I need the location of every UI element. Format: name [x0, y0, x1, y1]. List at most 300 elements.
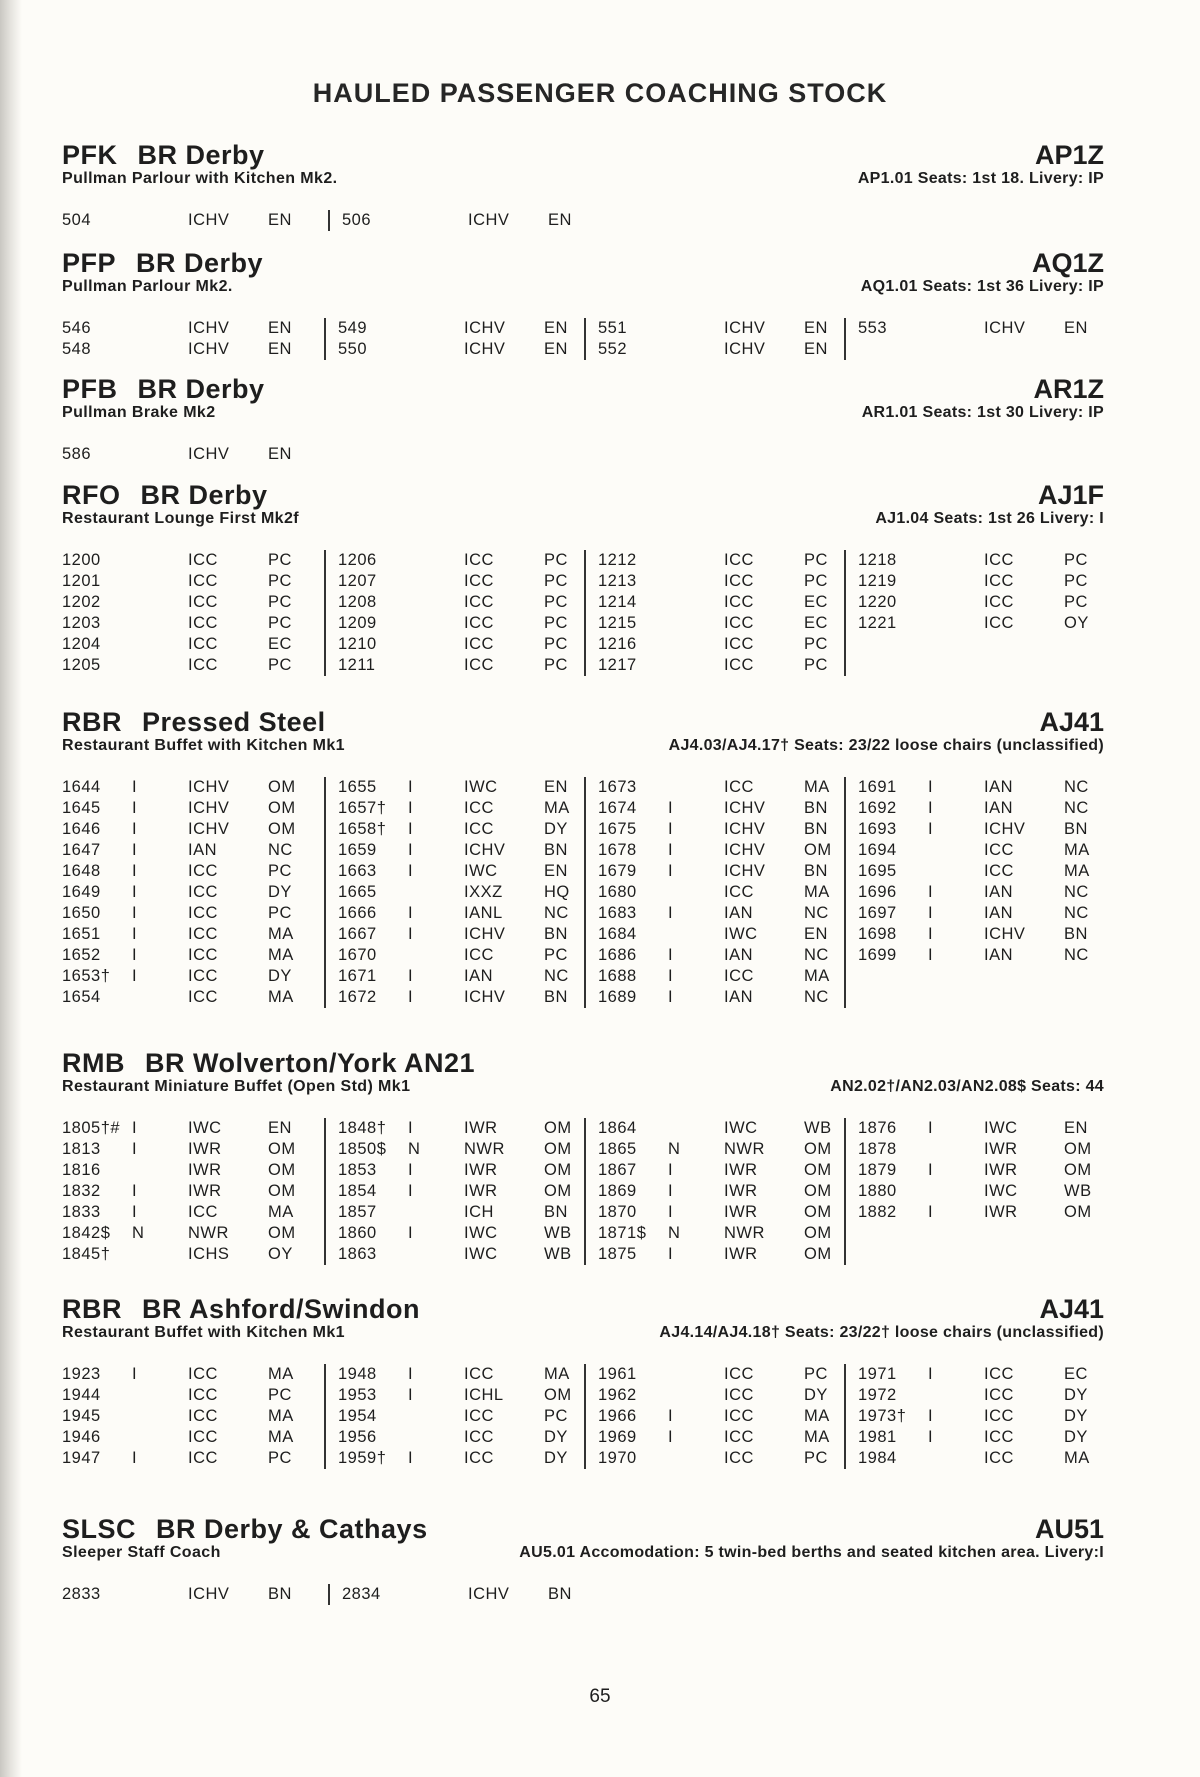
depot-code: WB — [544, 1245, 572, 1263]
section-subheader — [62, 737, 1104, 759]
sector-flag: I — [928, 946, 934, 964]
sector-flag — [668, 634, 724, 655]
depot-code: PC — [544, 946, 568, 964]
depot-code: OM — [804, 1140, 832, 1158]
pool-code: ICHV — [188, 778, 230, 796]
sector-flag: I — [928, 1203, 934, 1221]
sector-flag: I — [408, 1449, 414, 1467]
section-type-code — [62, 480, 268, 511]
vehicle-number: 1217 — [598, 656, 637, 674]
fleet-row — [598, 861, 844, 882]
sector-flag: I — [928, 1365, 934, 1383]
fleet-list — [62, 1118, 1104, 1265]
vehicle-number: 1645 — [62, 799, 101, 817]
pool-code: ICC — [724, 656, 754, 674]
pool-code: ICC — [464, 1365, 494, 1383]
depot-code: MA — [268, 1407, 294, 1425]
builder-name: BR Derby — [137, 374, 265, 404]
sector-flag — [928, 592, 984, 613]
depot-code: MA — [544, 799, 570, 817]
depot-code: EN — [548, 211, 572, 229]
pool-code: ICC — [464, 1428, 494, 1446]
pool-code: ICC — [188, 1203, 218, 1221]
fleet-row — [598, 798, 844, 819]
vehicle-number: 1981 — [858, 1428, 897, 1446]
vehicle-number: 1853 — [338, 1161, 377, 1179]
vehicle-spec: AP1.01 Seats: 1st 18. Livery: IP — [857, 170, 1104, 187]
pool-code: ICC — [724, 778, 754, 796]
fleet-row — [62, 924, 324, 945]
depot-code: OM — [804, 1161, 832, 1179]
depot-code: NC — [1064, 778, 1089, 796]
sector-flag: I — [668, 799, 674, 817]
fleet-row — [62, 210, 328, 231]
class-code: AJ41 — [1039, 707, 1104, 737]
depot-code: PC — [544, 635, 568, 653]
sector-flag: I — [408, 1182, 414, 1200]
fleet-row — [338, 318, 584, 339]
fleet-row — [598, 1202, 844, 1223]
fleet-row — [598, 613, 844, 634]
fleet-row — [62, 1223, 324, 1244]
vehicle-number: 553 — [858, 319, 888, 337]
pool-code: ICC — [464, 1407, 494, 1425]
vehicle-spec: AJ4.03/AJ4.17† Seats: 23/22 loose chairs (unclassified) — [668, 737, 1104, 754]
pool-code: ICC — [188, 614, 218, 632]
depot-code: OY — [1064, 614, 1089, 632]
fleet-list — [62, 1584, 1104, 1605]
sector-flag: I — [668, 1407, 674, 1425]
vehicle-number: 1695 — [858, 862, 897, 880]
fleet-row — [62, 1181, 324, 1202]
vehicle-number: 1671 — [338, 967, 377, 985]
vehicle-number: 1944 — [62, 1386, 101, 1404]
depot-code: PC — [268, 593, 292, 611]
sector-flag — [928, 1385, 984, 1406]
sector-flag — [668, 655, 724, 676]
vehicle-number: 1655 — [338, 778, 377, 796]
pool-code: ICC — [188, 925, 218, 943]
section-type-code — [62, 248, 263, 279]
pool-code: ICHV — [188, 445, 230, 463]
fleet-row — [338, 1223, 584, 1244]
fleet-row — [62, 819, 324, 840]
depot-code: BN — [544, 988, 568, 1006]
fleet-row — [598, 987, 844, 1008]
pool-code: ICC — [984, 614, 1014, 632]
sector-flag: I — [668, 841, 674, 859]
vehicle-number: 1970 — [598, 1449, 637, 1467]
pool-code: IWR — [724, 1203, 758, 1221]
section-type-code — [62, 1514, 428, 1545]
depot-code: PC — [804, 1449, 828, 1467]
class-code: AQ1Z — [1031, 248, 1104, 278]
vehicle-number: 1649 — [62, 883, 101, 901]
depot-code: PC — [544, 572, 568, 590]
vehicle-number: 1867 — [598, 1161, 637, 1179]
vehicle-number: 1948 — [338, 1365, 377, 1383]
pool-code: ICC — [188, 572, 218, 590]
depot-code: OM — [544, 1386, 572, 1404]
depot-code: MA — [804, 883, 830, 901]
vehicle-number: 1207 — [338, 572, 377, 590]
vehicle-number: 1833 — [62, 1203, 101, 1221]
depot-code: PC — [804, 656, 828, 674]
fleet-list — [62, 318, 1104, 360]
sector-flag: I — [668, 1161, 674, 1179]
depot-code: WB — [804, 1119, 832, 1137]
sector-flag — [668, 318, 724, 339]
depot-code: MA — [268, 946, 294, 964]
pool-code: ICHV — [188, 319, 230, 337]
vehicle-number: 1696 — [858, 883, 897, 901]
sector-flag — [132, 634, 188, 655]
sector-flag: I — [668, 988, 674, 1006]
depot-code: EN — [268, 319, 292, 337]
depot-code: NC — [268, 841, 293, 859]
depot-code: EN — [544, 319, 568, 337]
depot-code: DY — [1064, 1386, 1088, 1404]
class-code: AU51 — [1034, 1514, 1104, 1544]
vehicle-number: 1984 — [858, 1449, 897, 1467]
pool-code: ICHV — [724, 841, 766, 859]
pool-code: ICHV — [984, 820, 1026, 838]
fleet-row — [598, 903, 844, 924]
section-header — [62, 1294, 1104, 1324]
pool-code: IWC — [464, 778, 498, 796]
pool-code: ICC — [188, 551, 218, 569]
sector-flag: I — [408, 967, 414, 985]
depot-code: MA — [1064, 841, 1090, 859]
pool-code: ICH — [464, 1203, 494, 1221]
pool-code: ICHV — [724, 799, 766, 817]
type-code: RBR — [62, 1294, 122, 1324]
vehicle-number: 1654 — [62, 988, 101, 1006]
pool-code: IWR — [984, 1161, 1018, 1179]
fleet-row — [62, 861, 324, 882]
vehicle-number: 1673 — [598, 778, 637, 796]
depot-code: NC — [804, 988, 829, 1006]
pool-code: ICC — [984, 862, 1014, 880]
sector-flag: I — [928, 904, 934, 922]
depot-code: DY — [544, 820, 568, 838]
sector-flag: I — [668, 862, 674, 880]
pool-code: IAN — [188, 841, 218, 859]
pool-code: ICHV — [724, 862, 766, 880]
fleet-row — [62, 966, 324, 987]
sector-flag: I — [132, 1140, 138, 1158]
section-subheader — [62, 1544, 1104, 1566]
pool-code: ICHS — [188, 1245, 230, 1263]
vehicle-number: 1953 — [338, 1386, 377, 1404]
sector-flag — [408, 613, 464, 634]
stock-section — [62, 1048, 1104, 1265]
fleet-row — [338, 777, 584, 798]
depot-code: HQ — [544, 883, 570, 901]
vehicle-spec: AJ1.04 Seats: 1st 26 Livery: I — [875, 510, 1104, 527]
sector-flag: I — [668, 1428, 674, 1446]
pool-code: ICC — [188, 967, 218, 985]
depot-code: OM — [804, 1203, 832, 1221]
sector-flag: I — [132, 1449, 138, 1467]
depot-code: EN — [804, 340, 828, 358]
fleet-row — [858, 1139, 1104, 1160]
fleet-row — [858, 1160, 1104, 1181]
pool-code: ICHV — [468, 1585, 510, 1603]
fleet-row — [858, 882, 1104, 903]
fleet-row — [858, 1181, 1104, 1202]
vehicle-spec: AJ4.14/AJ4.18† Seats: 23/22† loose chairs (unclassified) — [659, 1324, 1104, 1341]
pool-code: ICHV — [724, 319, 766, 337]
sector-flag: I — [132, 1203, 138, 1221]
fleet-column — [324, 1364, 584, 1469]
vehicle-number: 1947 — [62, 1449, 101, 1467]
depot-code: MA — [804, 1407, 830, 1425]
pool-code: IWR — [724, 1245, 758, 1263]
pool-code: IWR — [464, 1119, 498, 1137]
pool-code: ICC — [724, 967, 754, 985]
pool-code: ICHV — [464, 841, 506, 859]
vehicle-description: Restaurant Buffet with Kitchen Mk1 — [62, 737, 345, 754]
fleet-row — [338, 882, 584, 903]
section-type-code — [62, 140, 265, 171]
fleet-column — [328, 210, 588, 231]
sector-flag — [408, 945, 464, 966]
vehicle-number: 1647 — [62, 841, 101, 859]
fleet-row — [338, 924, 584, 945]
pool-code: ICC — [724, 635, 754, 653]
depot-code: OM — [268, 799, 296, 817]
builder-name: BR Derby — [137, 140, 265, 170]
depot-code: EN — [1064, 319, 1088, 337]
pool-code: ICC — [724, 883, 754, 901]
vehicle-number: 1697 — [858, 904, 897, 922]
depot-code: EN — [804, 925, 828, 943]
section-header — [62, 480, 1104, 510]
fleet-row — [598, 634, 844, 655]
pool-code: IWC — [464, 1245, 498, 1263]
depot-code: NC — [1064, 799, 1089, 817]
sector-flag — [408, 339, 464, 360]
pool-code: ICC — [188, 1428, 218, 1446]
fleet-row — [598, 1406, 844, 1427]
pool-code: ICC — [188, 1365, 218, 1383]
section-subheader — [62, 404, 1104, 426]
pool-code: IAN — [724, 946, 754, 964]
fleet-row — [598, 1139, 844, 1160]
vehicle-number: 1208 — [338, 593, 377, 611]
sector-flag: I — [408, 820, 414, 838]
vehicle-number: 1652 — [62, 946, 101, 964]
pool-code: ICC — [984, 572, 1014, 590]
sector-flag — [132, 339, 188, 360]
vehicle-number: 1875 — [598, 1245, 637, 1263]
depot-code: PC — [268, 656, 292, 674]
pool-code: ICC — [724, 572, 754, 590]
depot-code: EN — [1064, 1119, 1088, 1137]
depot-code: PC — [268, 862, 292, 880]
depot-code: NC — [1064, 946, 1089, 964]
sector-flag: N — [668, 1224, 681, 1242]
vehicle-description: Pullman Parlour Mk2. — [62, 278, 233, 295]
builder-name: BR Derby — [136, 248, 264, 278]
vehicle-description: Pullman Parlour with Kitchen Mk2. — [62, 170, 338, 187]
type-code: RBR — [62, 707, 122, 737]
pool-code: ICHV — [464, 988, 506, 1006]
fleet-column — [324, 550, 584, 676]
vehicle-number: 1816 — [62, 1161, 101, 1179]
fleet-row — [858, 613, 1104, 634]
pool-code: ICHV — [984, 319, 1026, 337]
section-header — [62, 1048, 1104, 1078]
vehicle-number: 1842$ — [62, 1224, 111, 1242]
page-title: HAULED PASSENGER COACHING STOCK — [312, 78, 888, 108]
sector-flag — [928, 861, 984, 882]
vehicle-number: 1946 — [62, 1428, 101, 1446]
depot-code: BN — [804, 862, 828, 880]
pool-code: ICHV — [188, 820, 230, 838]
vehicle-number: 550 — [338, 340, 368, 358]
vehicle-number: 1832 — [62, 1182, 101, 1200]
pool-code: ICHL — [464, 1386, 504, 1404]
sector-flag: I — [408, 1386, 414, 1404]
sector-flag: I — [132, 1365, 138, 1383]
sector-flag: I — [928, 883, 934, 901]
vehicle-number: 1206 — [338, 551, 377, 569]
section-subheader — [62, 1324, 1104, 1346]
fleet-row — [62, 550, 324, 571]
sector-flag — [928, 613, 984, 634]
vehicle-number: 1214 — [598, 593, 637, 611]
pool-code: ICC — [464, 656, 494, 674]
pool-code: ICC — [464, 1449, 494, 1467]
depot-code: EC — [268, 635, 292, 653]
sector-flag — [668, 571, 724, 592]
section-type-code — [62, 707, 326, 738]
sector-flag — [668, 777, 724, 798]
vehicle-spec: AN2.02†/AN2.03/AN2.08$ Seats: 44 — [830, 1078, 1104, 1095]
fleet-row — [342, 210, 588, 231]
vehicle-number: 1657† — [338, 799, 387, 817]
fleet-row — [598, 318, 844, 339]
class-code: AP1Z — [1034, 140, 1104, 170]
fleet-list — [62, 210, 1104, 231]
section-header — [62, 140, 1104, 170]
depot-code: PC — [1064, 551, 1088, 569]
vehicle-number: 1969 — [598, 1428, 637, 1446]
sector-flag — [132, 655, 188, 676]
pool-code: ICHV — [188, 340, 230, 358]
vehicle-number: 548 — [62, 340, 92, 358]
depot-code: PC — [268, 572, 292, 590]
vehicle-number: 1689 — [598, 988, 637, 1006]
vehicle-number: 1699 — [858, 946, 897, 964]
fleet-row — [598, 1448, 844, 1469]
sector-flag: I — [668, 1203, 674, 1221]
vehicle-number: 1200 — [62, 551, 101, 569]
depot-code: NC — [804, 946, 829, 964]
depot-code: EC — [804, 593, 828, 611]
vehicle-number: 1213 — [598, 572, 637, 590]
vehicle-number: 1646 — [62, 820, 101, 838]
vehicle-number: 1674 — [598, 799, 637, 817]
pool-code: IWR — [984, 1140, 1018, 1158]
fleet-row — [62, 1448, 324, 1469]
vehicle-number: 1648 — [62, 862, 101, 880]
pool-code: ICC — [464, 614, 494, 632]
fleet-row — [858, 945, 1104, 966]
pool-code: ICHV — [464, 319, 506, 337]
pool-code: IWC — [984, 1182, 1018, 1200]
pool-code: IWR — [724, 1161, 758, 1179]
fleet-column — [62, 1584, 328, 1605]
pool-code: ICHV — [468, 211, 510, 229]
vehicle-number: 1209 — [338, 614, 377, 632]
sector-flag — [412, 210, 468, 231]
vehicle-description: Sleeper Staff Coach — [62, 1544, 221, 1561]
fleet-row — [598, 1118, 844, 1139]
fleet-row — [62, 571, 324, 592]
pool-code: ICC — [984, 1449, 1014, 1467]
pool-code: NWR — [724, 1224, 765, 1242]
depot-code: PC — [544, 593, 568, 611]
sector-flag: I — [408, 778, 414, 796]
fleet-column — [584, 550, 844, 676]
fleet-column — [62, 444, 328, 465]
sector-flag — [668, 1385, 724, 1406]
fleet-column — [62, 550, 324, 676]
fleet-row — [338, 339, 584, 360]
fleet-row — [62, 987, 324, 1008]
vehicle-number: 1666 — [338, 904, 377, 922]
depot-code: OM — [804, 841, 832, 859]
vehicle-number: 1864 — [598, 1119, 637, 1137]
pool-code: IXXZ — [464, 883, 503, 901]
pool-code: ICC — [188, 988, 218, 1006]
pool-code: ICHV — [188, 1585, 230, 1603]
pool-code: ICHV — [464, 340, 506, 358]
vehicle-number: 1845† — [62, 1245, 111, 1263]
pool-code: IAN — [464, 967, 494, 985]
sector-flag — [928, 1181, 984, 1202]
fleet-row — [62, 1385, 324, 1406]
sector-flag: I — [928, 799, 934, 817]
pool-code: IWC — [724, 925, 758, 943]
section-header — [62, 707, 1104, 737]
vehicle-spec: AQ1.01 Seats: 1st 36 Livery: IP — [860, 278, 1104, 295]
fleet-column — [584, 777, 844, 1008]
pool-code: IWC — [984, 1119, 1018, 1137]
fleet-row — [598, 819, 844, 840]
vehicle-number: 1221 — [858, 614, 897, 632]
class-code: AJ1F — [1037, 480, 1104, 510]
sector-flag: I — [132, 862, 138, 880]
stock-section — [62, 374, 1104, 465]
type-code: SLSC — [62, 1514, 137, 1544]
fleet-row — [62, 1584, 328, 1605]
type-code: RMB — [62, 1048, 125, 1078]
pool-code: IWR — [984, 1203, 1018, 1221]
depot-code: OM — [1064, 1140, 1092, 1158]
depot-code: EN — [268, 445, 292, 463]
fleet-column — [324, 1118, 584, 1265]
fleet-row — [338, 987, 584, 1008]
depot-code: EC — [1064, 1365, 1088, 1383]
fleet-column — [328, 1584, 588, 1605]
depot-code: DY — [544, 1428, 568, 1446]
depot-code: PC — [544, 614, 568, 632]
sector-flag — [408, 1202, 464, 1223]
